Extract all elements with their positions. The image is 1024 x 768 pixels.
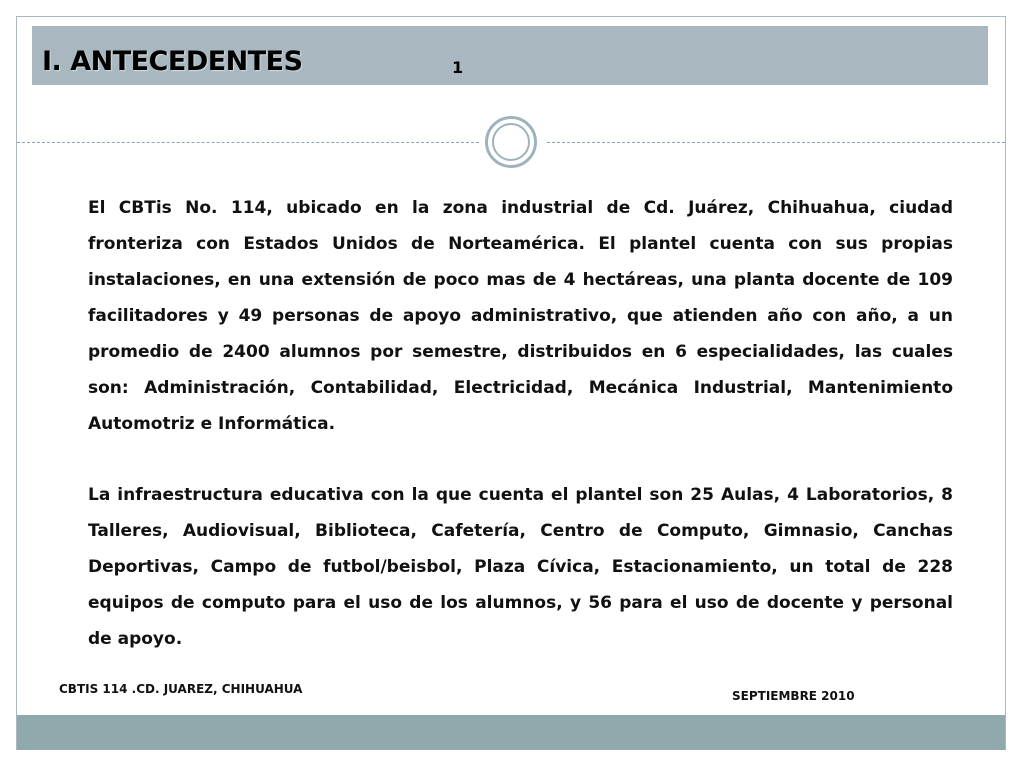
circle-ornament-icon [485,116,537,168]
slide-title: I. ANTECEDENTES [42,46,303,77]
bottom-bar [17,715,1005,750]
circle-ornament-inner [492,123,530,161]
divider-right [547,142,1005,143]
page-number: 1 [452,58,464,77]
footer-date: SEPTIEMBRE 2010 [732,689,855,703]
divider-left [17,142,479,143]
paragraph-infrastructure: La infraestructura educativa con la que cuenta el plantel son 25 Aulas, 4 Laboratorios, 8 Talleres, Audiovisual, Biblioteca, Cafetería, Centro de Computo, Gimnasio, Canchas Deportivas, Campo de futbol/beisbol, Plaza Cívica, Estacionamiento, un total de 228 equipos de computo para el uso de los alumnos, y 56 para el uso de docente y personal de apoyo. [88,485,953,649]
paragraph-background: El CBTis No. 114, ubicado en la zona industrial de Cd. Juárez, Chihuahua, ciudad fronteriza con Estados Unidos de Norteamérica. El plantel cuenta con sus propias instalaciones, en una extensión de poco mas de 4 hectáreas, una planta docente de 109 facilitadores y 49 personas de apoyo administrativo, que atienden año con año, a un promedio de 2400 alumnos por semestre, distribuidos en 6 especialidades, las cuales son: Administración, Contabilidad, Electricidad, Mecánica Industrial, Mantenimiento Automotriz e Informática. [88,198,953,434]
footer-institution: CBTIS 114 .CD. JUAREZ, CHIHUAHUA [59,682,303,696]
